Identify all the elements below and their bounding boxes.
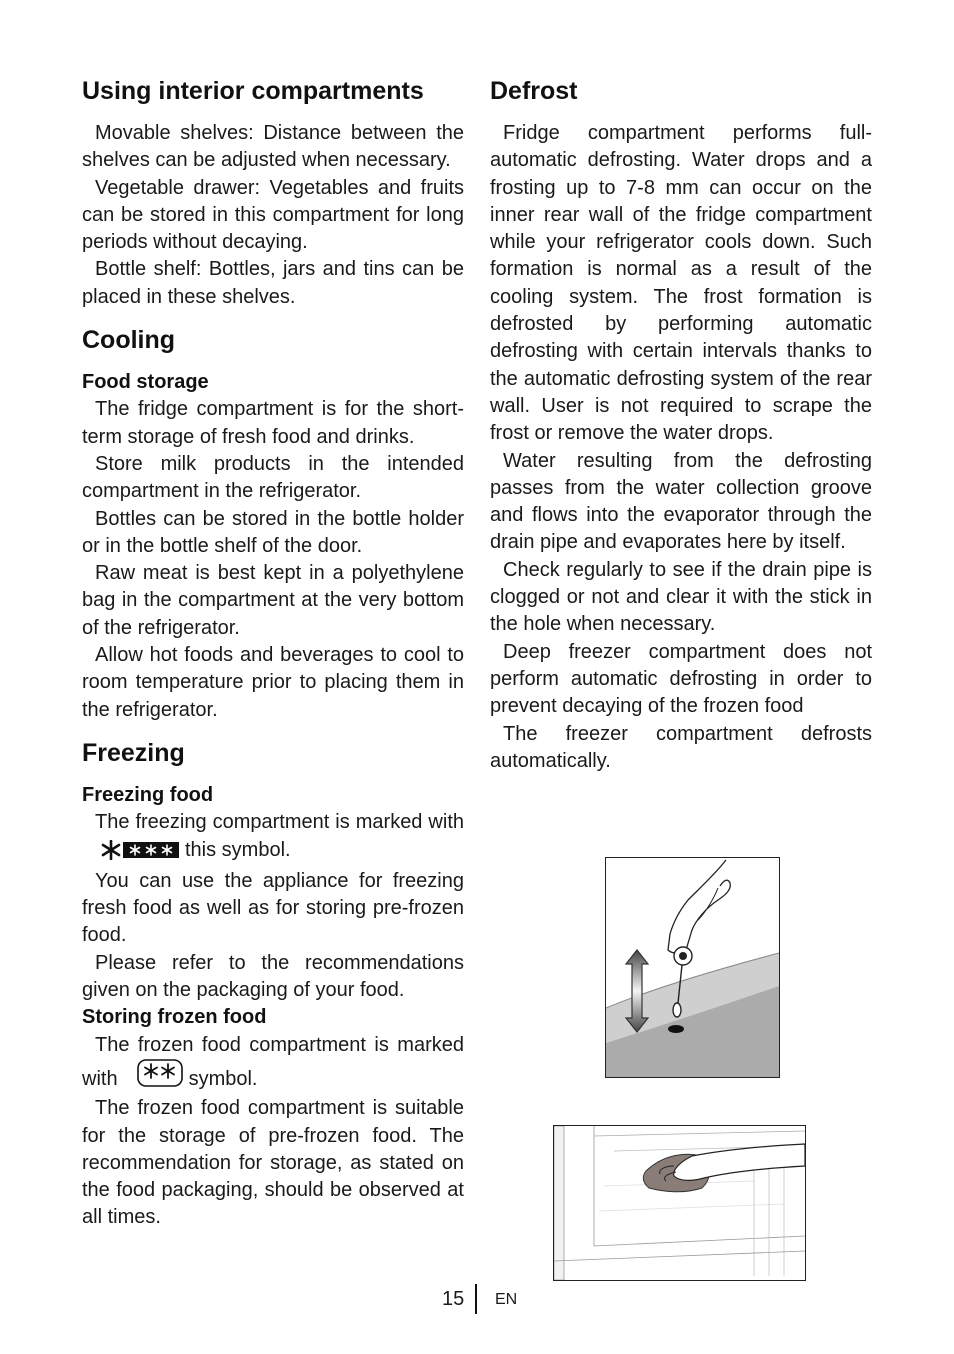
freezing-heading: Freezing <box>82 738 185 767</box>
freezing-text-after: this symbol. <box>185 838 291 861</box>
frozen-text-before: The frozen food compartment is marked with <box>82 1033 464 1090</box>
drain-pipe-illustration <box>605 857 780 1078</box>
defrost-paragraph-1: Fridge compartment performs full-automatic defrosting. Water drops and a frosting up to 7-8 mm can occur on the inner rear wall of the fridge compartment while your refrigerator cools down. Such formation is normal as a result of the cooling system. The frost formation is defrosted by performing automatic defrosting with certain intervals thanks to the automatic defrosting system of the rear wall. User is not required to scrape the frost or remove the water drops. <box>490 122 872 445</box>
defrost-paragraph-4: Deep freezer compartment does not perform automatic defrosting in order to prevent decaying of the frozen food <box>490 640 872 718</box>
page-footer <box>0 1284 954 1314</box>
footer-divider <box>475 1284 477 1314</box>
language-code: EN <box>495 1291 518 1308</box>
left-column <box>82 72 464 1232</box>
interior-paragraph-drawer: Vegetable drawer: Vegetables and fruits can be stored in this compartment for long periods without decaying. <box>82 176 464 254</box>
food-storage-subheading: Food storage <box>82 371 209 394</box>
frozen-text-after: symbol. <box>188 1067 258 1090</box>
interior-heading: Using interior compartments <box>82 77 424 105</box>
right-column <box>490 72 872 775</box>
frozen-paragraph-1 <box>82 1032 464 1096</box>
cleaning-freezer-illustration <box>553 1125 806 1281</box>
freezing-text-before: The freezing compartment is marked with <box>95 811 464 834</box>
freezing-paragraph-3: Please refer to the recommendations given on the packaging of your food. <box>82 951 464 1002</box>
cooling-paragraph-2: Store milk products in the intended compartment in the refrigerator. <box>82 452 464 503</box>
cooling-paragraph-3: Bottles can be stored in the bottle holder or in the bottle shelf of the door. <box>82 507 464 557</box>
defrost-paragraph-5: The freezer compartment defrosts automatically. <box>490 722 872 772</box>
cooling-paragraph-4: Raw meat is best kept in a polyethylene bag in the compartment at the very bottom of the refrigerator. <box>82 562 464 639</box>
cooling-heading: Cooling <box>82 326 176 355</box>
freezing-food-subheading: Freezing food <box>82 783 214 806</box>
defrost-paragraph-2: Water resulting from the defrosting passes from the water collection groove and flows into the evaporator through the drain pipe and evaporates here by itself. <box>490 449 872 554</box>
storing-frozen-subheading: Storing frozen food <box>82 1006 267 1029</box>
frozen-paragraph-2: The frozen food compartment is suitable for the storage of pre-frozen food. The recommendation for storage, as stated on the food packaging, should be observed at all times. <box>82 1097 464 1229</box>
interior-paragraph-bottle-shelf: Bottle shelf: Bottles, jars and tins can be placed in these shelves. <box>82 258 464 308</box>
cooling-paragraph-5: Allow hot foods and beverages to cool to room temperature prior to placing them in the refrigerator. <box>82 644 464 721</box>
four-star-freezer-icon <box>88 840 179 868</box>
defrost-heading: Defrost <box>490 77 578 105</box>
page-number: 15 <box>442 1288 465 1310</box>
freezing-paragraph-1 <box>82 809 464 868</box>
freezing-paragraph-2: You can use the appliance for freezing fresh food as well as for storing pre-frozen food. <box>82 869 464 947</box>
cooling-paragraph-1: The fridge compartment is for the short-term storage of fresh food and drinks. <box>82 398 464 448</box>
interior-paragraph-shelves: Movable shelves: Distance between the shelves can be adjusted when necessary. <box>82 122 464 172</box>
two-star-freezer-icon <box>124 1059 183 1095</box>
defrost-paragraph-3: Check regularly to see if the drain pipe is clogged or not and clear it with the stick in the hole when necessary. <box>490 558 872 636</box>
up-down-arrow-icon <box>626 950 648 1032</box>
